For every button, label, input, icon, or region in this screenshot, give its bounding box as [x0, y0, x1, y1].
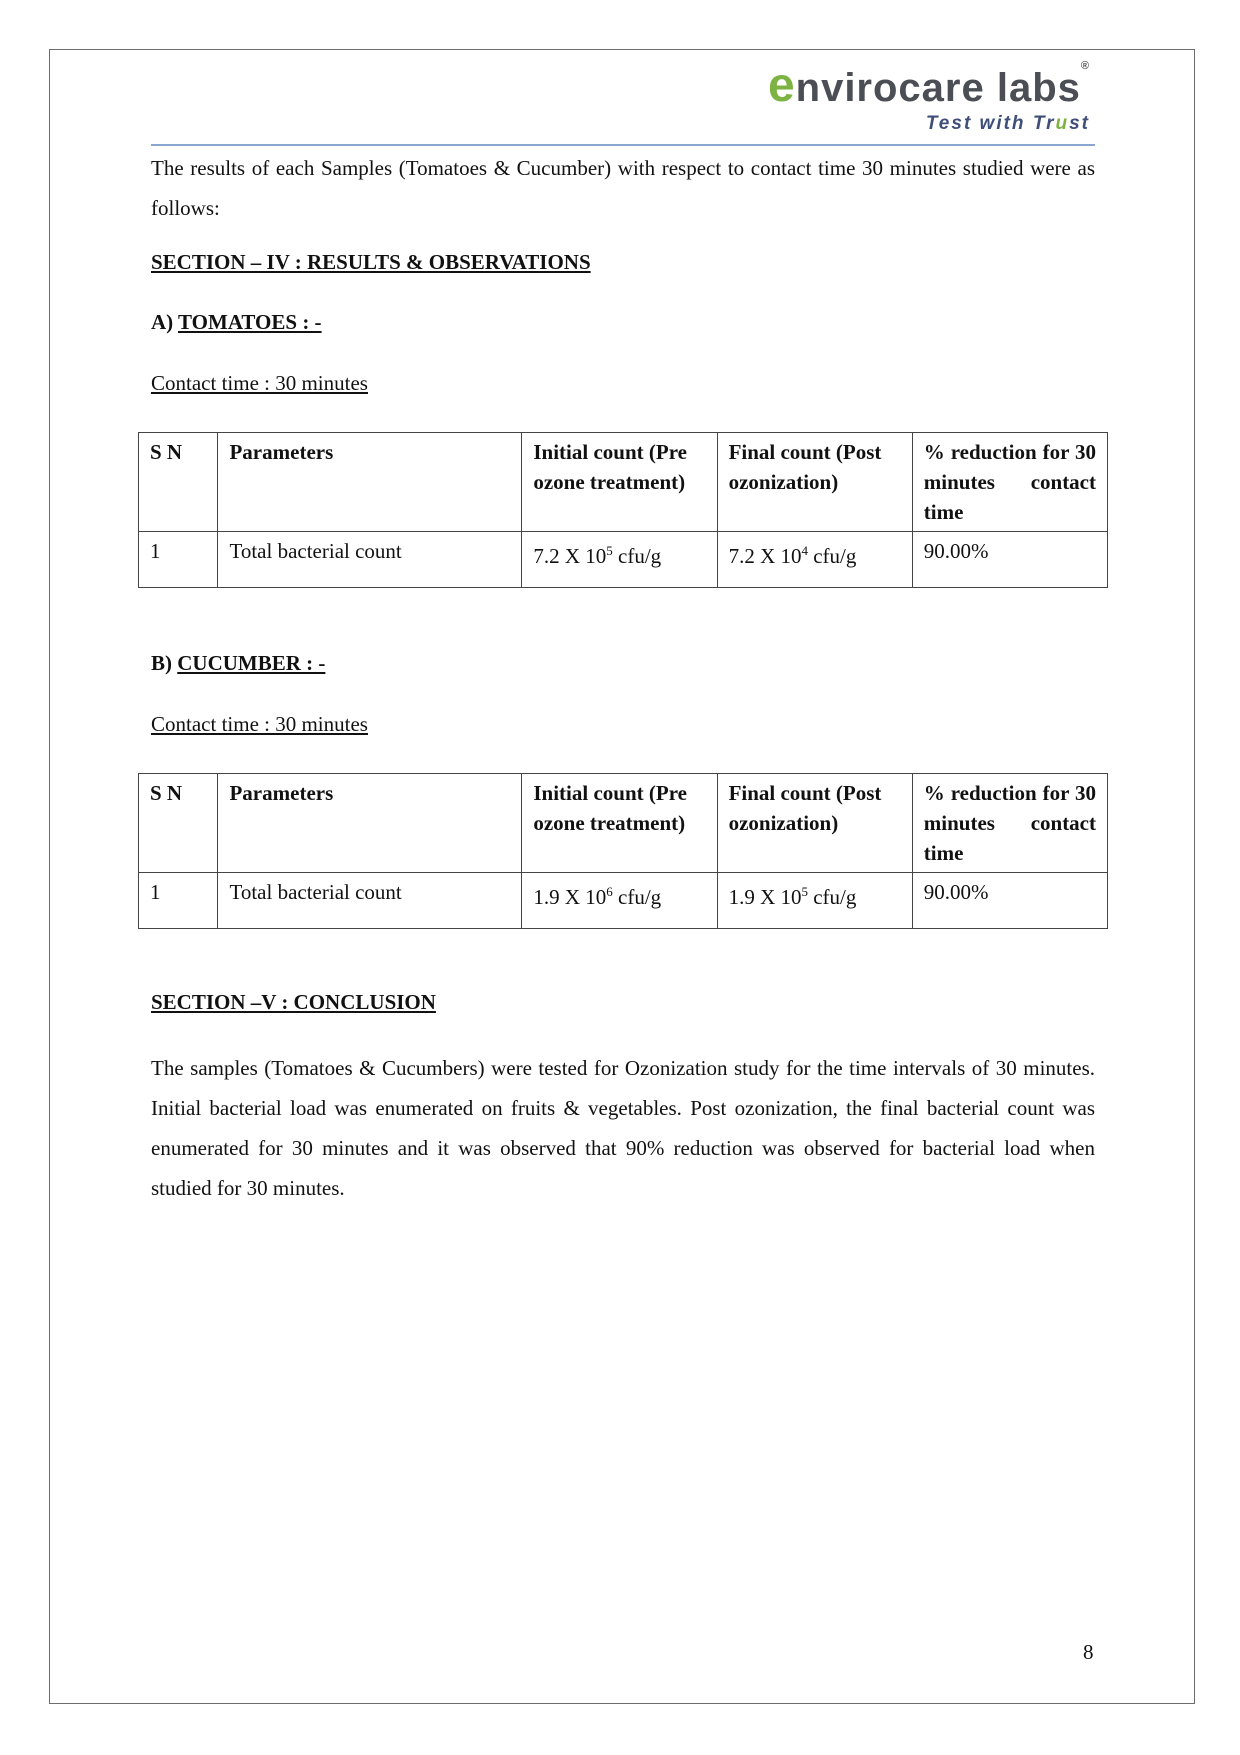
cell-initial-count — [522, 873, 717, 929]
tomatoes-heading — [151, 310, 322, 335]
company-logo — [768, 60, 1090, 135]
initial-count-exponent: 5 — [606, 543, 613, 558]
logo-registered-mark: ® — [1080, 60, 1090, 72]
final-count-base: 7.2 X 10 — [728, 544, 802, 568]
logo-wordmark — [768, 60, 1090, 113]
final-count-exponent: 5 — [801, 884, 808, 899]
cell-parameter: Total bacterial count — [218, 873, 522, 929]
header-sn: S N — [139, 774, 218, 873]
section4-title: SECTION – IV : RESULTS & OBSERVATIONS — [151, 250, 591, 274]
initial-count-base: 7.2 X 10 — [533, 544, 607, 568]
initial-count-unit: cfu/g — [612, 885, 662, 909]
initial-count-base: 1.9 X 10 — [533, 885, 607, 909]
tomatoes-title: TOMATOES : - — [178, 310, 322, 334]
tagline-part-1: Test with Tr — [925, 112, 1056, 134]
table-header-row — [139, 774, 1108, 873]
logo-e: e — [767, 59, 796, 112]
cucumber-results-table — [138, 773, 1108, 929]
tomatoes-contact-time: Contact time : 30 minutes — [151, 371, 368, 395]
cell-reduction: 90.00% — [912, 532, 1107, 588]
cell-final-count — [717, 873, 912, 929]
header-parameters: Parameters — [218, 433, 522, 532]
logo-text: nvirocare labs — [795, 66, 1081, 110]
section5-title: SECTION –V : CONCLUSION — [151, 990, 436, 1014]
cucumber-heading — [151, 651, 325, 676]
cucumber-prefix: B) — [151, 651, 178, 675]
table-header-row — [139, 433, 1108, 532]
intro-paragraph: The results of each Samples (Tomatoes & Cucumber) with respect to contact time 30 minutes studied were as follows: — [151, 156, 1095, 220]
final-count-unit: cfu/g — [807, 544, 857, 568]
table-row — [139, 873, 1108, 929]
tagline-part-3: st — [1069, 112, 1090, 134]
header-initial-count: Initial count (Pre ozone treatment) — [522, 774, 717, 873]
initial-count-unit: cfu/g — [612, 544, 662, 568]
header-final-count: Final count (Post ozonization) — [717, 433, 912, 532]
cell-sn: 1 — [139, 873, 218, 929]
final-count-base: 1.9 X 10 — [728, 885, 802, 909]
header-reduction: % reduction for 30 minutes contact time — [912, 433, 1107, 532]
cell-sn: 1 — [139, 532, 218, 588]
cucumber-title: CUCUMBER : - — [177, 651, 326, 675]
header-final-count: Final count (Post ozonization) — [717, 774, 912, 873]
tomatoes-results-table — [138, 432, 1108, 588]
cell-parameter: Total bacterial count — [218, 532, 522, 588]
final-count-unit: cfu/g — [807, 885, 857, 909]
header-initial-count: Initial count (Pre ozone treatment) — [522, 433, 717, 532]
intro-block — [151, 148, 1095, 228]
cell-reduction: 90.00% — [912, 873, 1107, 929]
header-reduction: % reduction for 30 minutes contact time — [912, 774, 1107, 873]
final-count-exponent: 4 — [801, 543, 808, 558]
cell-final-count — [717, 532, 912, 588]
logo-tagline — [768, 113, 1090, 135]
cell-initial-count — [522, 532, 717, 588]
header-parameters: Parameters — [218, 774, 522, 873]
table-row — [139, 532, 1108, 588]
page-number: 8 — [1083, 1640, 1094, 1664]
initial-count-exponent: 6 — [606, 884, 613, 899]
conclusion-paragraph: The samples (Tomatoes & Cucumbers) were tested for Ozonization study for the time intervals of 30 minutes. Initial bacterial load was enumerated on fruits & vegetables. Post ozonization, the final bacterial count was enumerated for 30 minutes and it was observed that 90% reduction was observed for bacterial load when studied for 30 minutes. — [151, 1056, 1095, 1200]
header-rule — [151, 144, 1095, 146]
header-sn: S N — [139, 433, 218, 532]
tomatoes-prefix: A) — [151, 310, 179, 334]
cucumber-contact-time: Contact time : 30 minutes — [151, 712, 368, 736]
tagline-part-2: u — [1055, 112, 1070, 134]
